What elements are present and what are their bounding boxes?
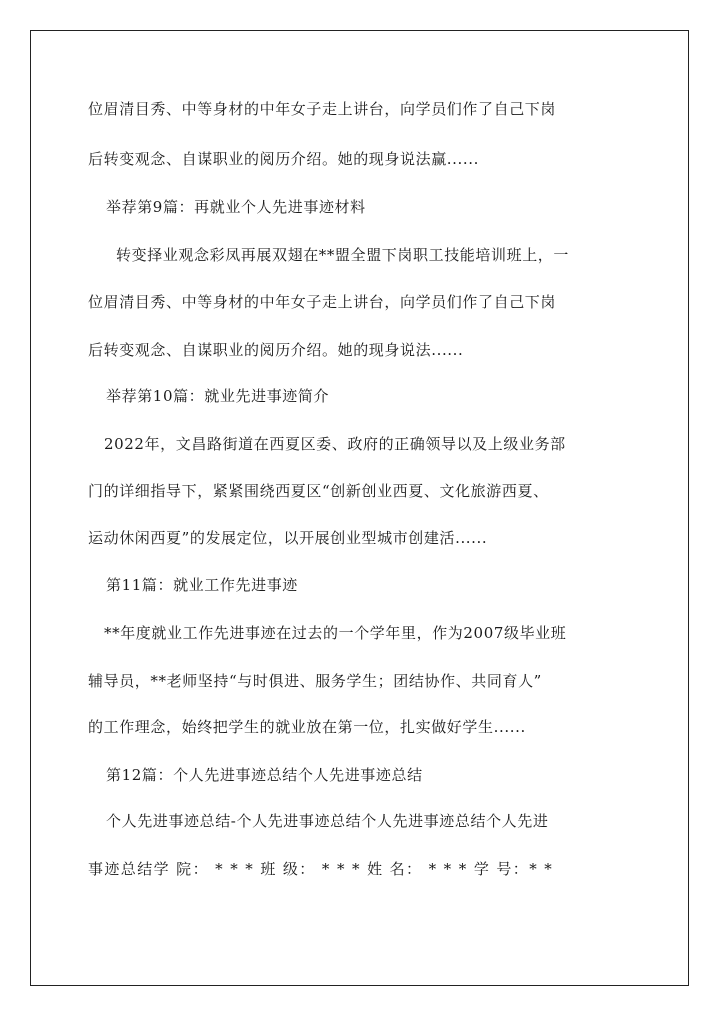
body-text-line: 运动休闲西夏”的发展定位，以开展创业型城市创建活......	[88, 529, 488, 547]
body-text-line: 转变择业观念彩凤再展双翅在**盟全盟下岗职工技能培训班上，一	[116, 246, 570, 264]
article-heading: 第11篇：就业工作先进事迹	[106, 576, 298, 594]
page-border	[30, 30, 689, 986]
article-heading: 举荐第10篇：就业先进事迹简介	[106, 387, 330, 405]
body-text-line: 2022年，文昌路街道在西夏区委、政府的正确领导以及上级业务部	[104, 435, 566, 453]
body-text-line: 辅导员，**老师坚持“与时俱进、服务学生；团结协作、共同育人”	[88, 672, 542, 690]
body-text-line: 后转变观念、自谋职业的阅历介绍。她的现身说法......	[88, 341, 464, 359]
article-heading: 第12篇：个人先进事迹总结个人先进事迹总结	[106, 766, 423, 784]
body-text-line: 位眉清目秀、中等身材的中年女子走上讲台，向学员们作了自己下岗	[88, 293, 557, 311]
body-text-line: 事迹总结学 院： * * * 班 级： * * * 姓 名： * * * 学 号：* *	[88, 860, 554, 878]
body-text-line: 位眉清目秀、中等身材的中年女子走上讲台，向学员们作了自己下岗	[88, 100, 557, 118]
body-text-line: 个人先进事迹总结-个人先进事迹总结个人先进事迹总结个人先进	[106, 812, 549, 830]
body-text-line: 门的详细指导下，紧紧围绕西夏区“创新创业西夏、文化旅游西夏、	[88, 482, 549, 500]
body-text-line: 后转变观念、自谋职业的阅历介绍。她的现身说法赢......	[88, 150, 480, 168]
body-text-line: 的工作理念，始终把学生的就业放在第一位，扎实做好学生......	[88, 718, 526, 736]
body-text-line: **年度就业工作先进事迹在过去的一个学年里，作为2007级毕业班	[104, 624, 567, 642]
article-heading: 举荐第9篇：再就业个人先进事迹材料	[106, 198, 366, 216]
